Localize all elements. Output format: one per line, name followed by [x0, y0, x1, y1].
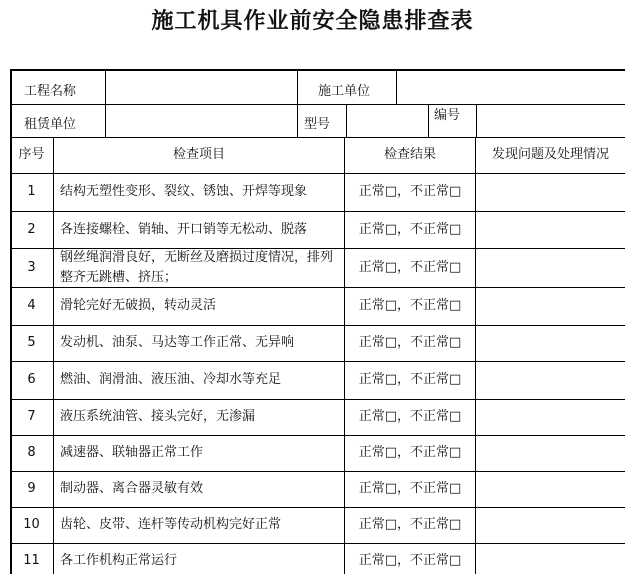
grid-line: [346, 104, 347, 137]
row-issue-field[interactable]: [477, 173, 625, 211]
row-issue-field[interactable]: [477, 325, 625, 361]
grid-line: [475, 137, 476, 574]
row-check-item: 发动机、油泵、马达等工作正常、无异响: [60, 335, 295, 350]
row-issue-field[interactable]: [477, 361, 625, 399]
row-issue-field[interactable]: [477, 471, 625, 507]
row-issue-field[interactable]: [477, 507, 625, 543]
grid-line: [10, 173, 625, 174]
grid-line: [10, 399, 625, 400]
grid-line: [10, 507, 625, 508]
lessor-field[interactable]: [107, 104, 297, 137]
row-check-item: 制动器、离合器灵敏有效: [60, 481, 204, 496]
row-issue-field[interactable]: [477, 543, 625, 574]
number-field[interactable]: [478, 104, 625, 137]
grid-line: [344, 137, 345, 574]
row-number: 8: [27, 445, 36, 460]
project-name-field[interactable]: [107, 69, 297, 104]
grid-line: [10, 325, 625, 326]
construction-unit-field[interactable]: [400, 69, 625, 104]
row-check-result[interactable]: 正常□，不正常□: [358, 517, 462, 532]
number-label: 编号: [434, 108, 461, 123]
column-header-issue: 发现问题及处理情况: [491, 147, 609, 162]
column-header-result: 检查结果: [383, 147, 436, 162]
row-number: 7: [27, 409, 36, 424]
row-issue-field[interactable]: [477, 248, 625, 287]
row-number: 1: [27, 184, 36, 199]
project-name-label: 工程名称: [24, 84, 77, 99]
grid-line: [10, 287, 625, 288]
grid-line: [105, 69, 106, 137]
row-check-result[interactable]: 正常□，不正常□: [358, 409, 462, 424]
row-check-item: 结构无塑性变形、裂纹、锈蚀、开焊等现象: [60, 184, 308, 199]
grid-line: [10, 543, 625, 544]
row-check-result[interactable]: 正常□，不正常□: [358, 481, 462, 496]
row-check-item: 滑轮完好无破损，转动灵活: [60, 298, 217, 313]
row-check-result[interactable]: 正常□，不正常□: [358, 259, 462, 275]
row-number: 4: [27, 298, 36, 313]
row-check-item: 钢丝绳润滑良好，无断丝及磨损过度情况，排列整齐无跳槽、挤压；: [60, 249, 334, 285]
row-issue-field[interactable]: [477, 435, 625, 471]
grid-line: [297, 104, 298, 137]
row-number: 9: [27, 481, 36, 496]
grid-line: [396, 69, 397, 104]
row-check-result[interactable]: 正常□，不正常□: [358, 445, 462, 460]
row-issue-field[interactable]: [477, 287, 625, 325]
table-border-top: [10, 69, 625, 71]
row-check-item: 液压系统油管、接头完好，无渗漏: [60, 409, 256, 424]
page-title: 施工机具作业前安全隐患排查表: [151, 8, 474, 34]
row-check-item: 燃油、润滑油、液压油、冷却水等充足: [60, 372, 282, 387]
grid-line: [476, 104, 477, 137]
grid-line: [10, 471, 625, 472]
grid-line: [10, 137, 625, 138]
row-check-item: 减速器、联轴器正常工作: [60, 445, 204, 460]
grid-line: [10, 211, 625, 212]
row-check-result[interactable]: 正常□，不正常□: [358, 372, 462, 387]
row-issue-field[interactable]: [477, 211, 625, 248]
inspection-table: [10, 69, 625, 574]
model-label: 型号: [304, 117, 331, 132]
row-number: 5: [27, 335, 36, 350]
row-check-result[interactable]: 正常□，不正常□: [358, 184, 462, 199]
lessor-label: 租赁单位: [24, 117, 77, 132]
row-check-item: 各工作机构正常运行: [60, 553, 178, 568]
grid-line: [53, 137, 54, 574]
row-check-result[interactable]: 正常□，不正常□: [358, 553, 462, 568]
grid-line: [10, 361, 625, 362]
row-number: 2: [27, 221, 36, 237]
row-check-result[interactable]: 正常□，不正常□: [358, 298, 462, 313]
construction-unit-label: 施工单位: [318, 84, 371, 99]
table-border-left: [10, 69, 12, 574]
model-field[interactable]: [348, 104, 426, 137]
row-issue-field[interactable]: [477, 399, 625, 435]
row-number: 11: [23, 553, 40, 568]
grid-line: [10, 104, 625, 105]
grid-line: [10, 248, 625, 249]
row-check-result[interactable]: 正常□，不正常□: [358, 335, 462, 350]
column-header-item: 检查项目: [172, 147, 225, 162]
row-check-item: 各连接螺栓、销轴、开口销等无松动、脱落: [60, 221, 308, 237]
grid-line: [428, 104, 429, 137]
row-number: 10: [23, 517, 40, 532]
row-number: 6: [27, 372, 36, 387]
grid-line: [297, 69, 298, 104]
grid-line: [10, 435, 625, 436]
row-number: 3: [27, 259, 36, 275]
row-check-result[interactable]: 正常□，不正常□: [358, 221, 462, 237]
column-header-seq: 序号: [18, 147, 45, 162]
row-check-item: 齿轮、皮带、连杆等传动机构完好正常: [60, 517, 282, 532]
